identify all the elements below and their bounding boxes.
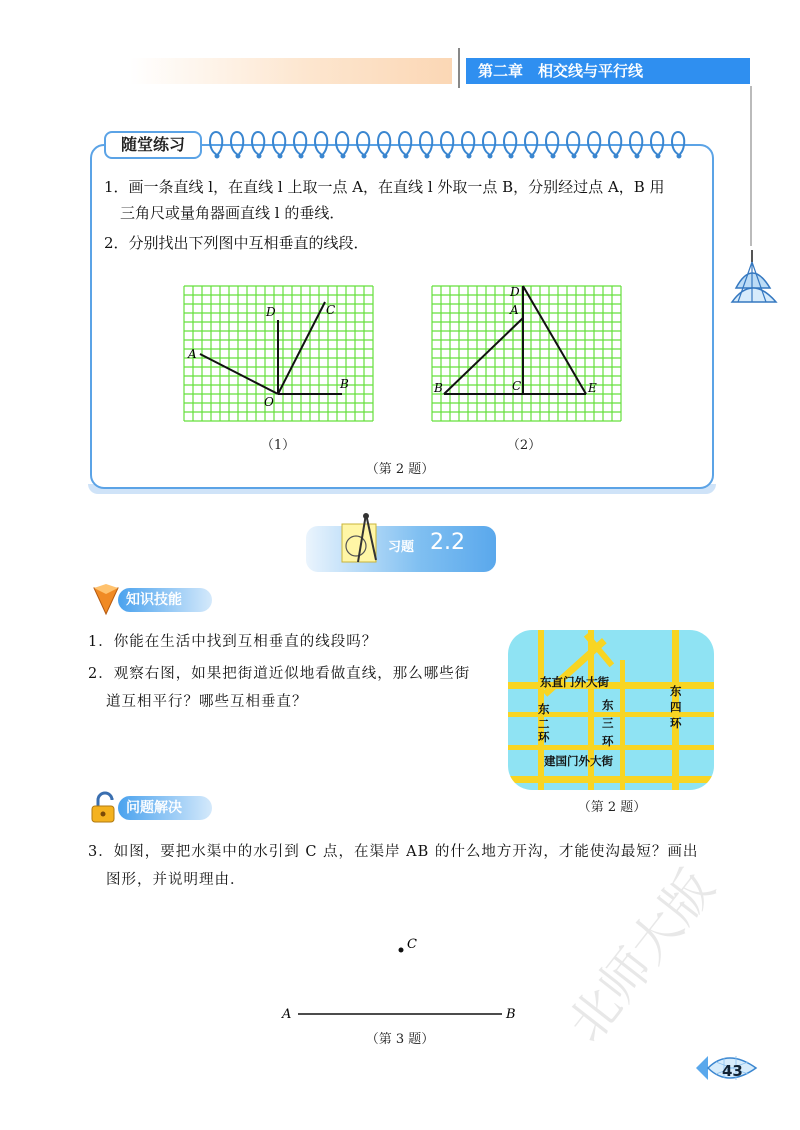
map-label-4th-ring-3: 环 [670,716,682,730]
fig2-label-d: D [510,285,520,299]
tower-icon [726,248,786,308]
fig2-label-b: B [434,381,443,395]
point-a-label: A [282,1007,292,1022]
spiral-binding-icon [208,128,708,164]
map-label-2nd-ring-2: 二 [538,717,550,731]
exercise-label: 习题 [388,540,415,555]
section1-q2-line1: 2．观察右图，如果把街道近似地看做直线，那么哪些街 [88,666,471,682]
section2-q3-line2: 图形，并说明理由． [106,872,246,888]
practice-q2: 2．分别找出下列图中互相垂直的线段． [104,234,369,252]
fig1-label-b: B [340,377,349,391]
map-label-east-outer: 东直门外大街 [540,675,609,689]
street-map [508,630,714,790]
fig2-label-c: C [512,379,522,393]
map-label-2nd-ring-3: 环 [538,730,550,744]
section2-q3-line1: 3．如图，要把水渠中的水引到 C 点，在渠岸 AB 的什么地方开沟，才能使沟最短？画出 [88,844,699,860]
fig1-label-c: C [326,303,336,317]
margin-line [750,86,752,246]
section1-q2-line2: 道互相平行？哪些互相垂直？ [106,694,308,710]
canal-caption: （第 3 题） [365,1032,435,1047]
figure-2-caption: （2） [506,438,542,453]
practice-title: 随堂练习 [104,131,202,159]
figure-1-grid [180,282,380,428]
page-number: 43 [722,1062,743,1080]
fig2-label-a: A [510,303,519,317]
fig2-label-e: E [588,381,597,395]
fig1-label-o: O [264,395,274,409]
figure-1-caption: （1） [260,438,296,453]
exercise-number: 2.2 [430,530,465,555]
fig1-label-a: A [188,347,197,361]
map-label-4th-ring-1: 东 [670,684,682,698]
section-tag-problem: 问题解决 [118,796,212,820]
figures-caption: （第 2 题） [365,462,435,477]
map-caption: （第 2 题） [577,800,647,815]
fig1-label-d: D [266,305,276,319]
map-label-3rd-ring-3: 环 [602,734,614,748]
header-divider [458,48,460,88]
unlock-icon [88,790,120,826]
chapter-title: 第二章 相交线与平行线 [466,58,750,84]
header-gradient [130,58,452,84]
map-label-3rd-ring-2: 三 [602,716,614,730]
section1-q1: 1．你能在生活中找到互相垂直的线段吗？ [88,634,378,650]
figure-2-grid [428,282,628,428]
map-label-4th-ring-2: 四 [670,700,682,714]
practice-q1-line1: 1．画一条直线 l，在直线 l 上取一点 A，在直线 l 外取一点 B，分别经过点 A，B 用 [104,178,665,196]
map-label-3rd-ring-1: 东 [602,698,614,712]
map-label-jianguo: 建国门外大街 [544,754,613,768]
canal-figure [270,930,530,1030]
point-b-label: B [506,1007,516,1022]
compass-icon [338,510,386,568]
section-tag-knowledge: 知识技能 [118,588,212,612]
map-label-2nd-ring-1: 东 [538,702,550,716]
watermark: 北师大版 [556,859,726,1053]
point-c-label: C [407,937,417,952]
practice-q1-line2: 三角尺或量角器画直线 l 的垂线． [120,204,345,222]
